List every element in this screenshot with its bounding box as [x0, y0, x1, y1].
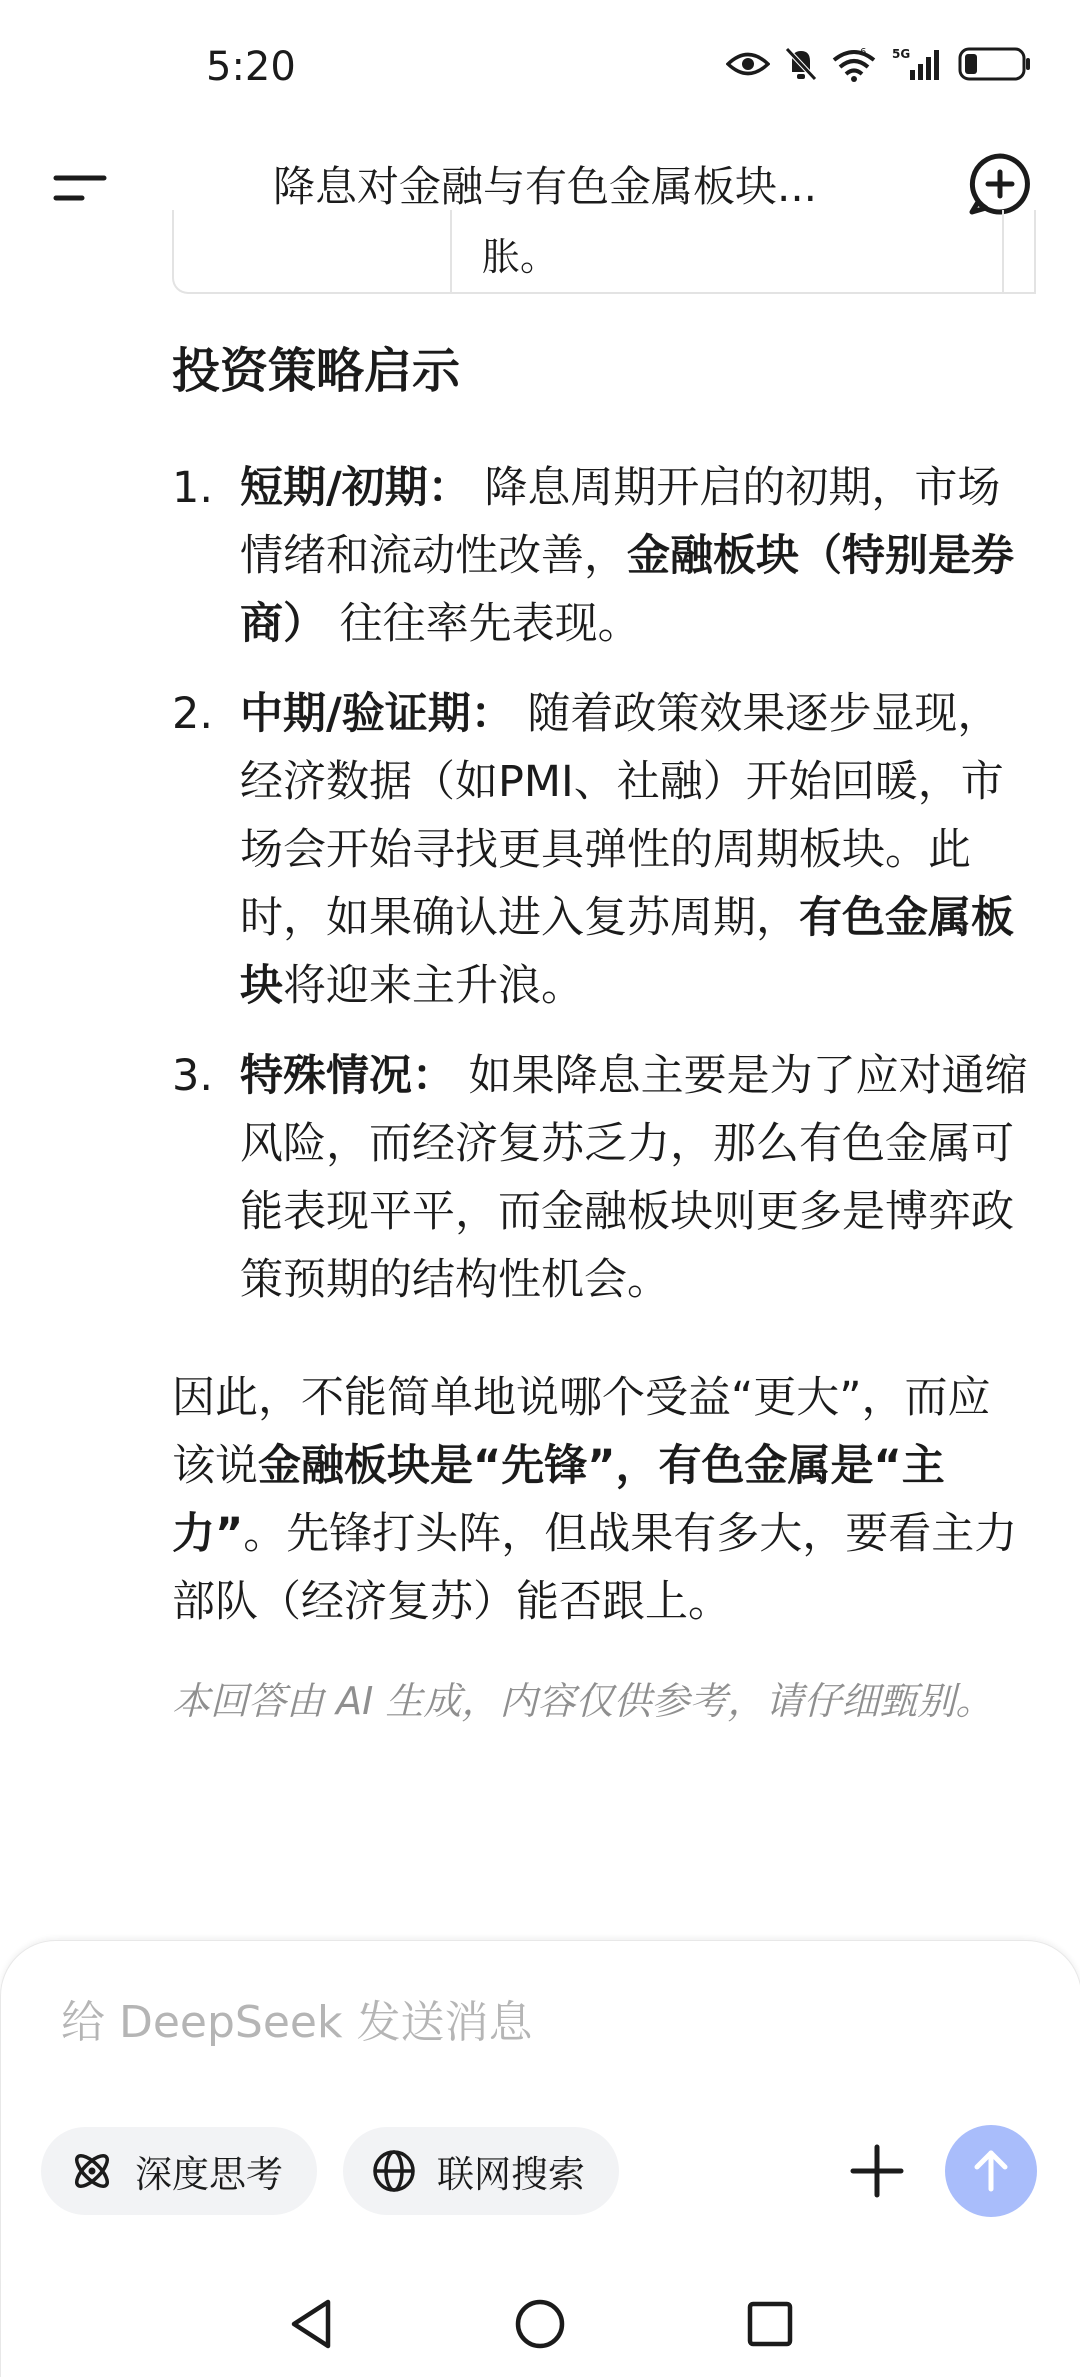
item-text: 随着政策效果逐步显现，经济数据（如PMI、社融）开始回暖，市场会开始寻找更具弹性的周期板块。此时，如果确认进入复苏周期，: [240, 689, 1004, 944]
item-text: 如果降息主要是为了应对通缩风险，而经济复苏乏力，那么有色金属可能表现平平，而金融板块则更多是博弈政策预期的结构性机会。: [240, 1051, 1028, 1306]
menu-button[interactable]: [52, 160, 108, 216]
conclusion-emphasis: 金融板块是“先锋”，有色金属是“主力”: [172, 1441, 945, 1560]
new-chat-icon: [968, 152, 1032, 216]
status-time: 5:20: [206, 44, 296, 90]
ai-disclaimer: 本回答由 AI 生成，内容仅供参考，请仔细甄别。: [172, 1679, 994, 1724]
mute-icon: [784, 46, 818, 82]
message-input[interactable]: [59, 1991, 963, 2053]
item-emphasis: 有色金属板块: [240, 893, 1014, 1012]
web-search-label: 联网搜索: [437, 2153, 585, 2196]
conclusion-text: 。先锋打头阵，但战果有多大，要看主力部队（经济复苏）能否跟上。: [172, 1509, 1018, 1628]
menu-icon: [52, 160, 108, 216]
status-icons: [726, 46, 1032, 82]
nav-back-button[interactable]: [284, 2296, 340, 2352]
svg-text:5G: 5G: [892, 47, 911, 61]
strategy-list: [172, 454, 1032, 1314]
item-label: 中期/验证期：: [240, 689, 514, 740]
conclusion-paragraph: [172, 1364, 1032, 1636]
list-item: [172, 454, 1032, 658]
comparison-table-tail: [172, 210, 1036, 294]
list-number: 1.: [172, 463, 214, 514]
answer-content: [172, 340, 1032, 1732]
wifi-icon: [832, 46, 876, 82]
nav-home-button[interactable]: [512, 2296, 568, 2352]
eye-icon: [726, 49, 770, 79]
item-label: 短期/初期：: [240, 463, 471, 514]
recents-icon: [742, 2296, 798, 2352]
new-chat-button[interactable]: [968, 152, 1032, 216]
deep-think-label: 深度思考: [135, 2153, 283, 2196]
item-text: 将迎来主升浪。: [283, 961, 584, 1012]
table-divider: [450, 210, 452, 292]
list-number: 3.: [172, 1051, 214, 1102]
table-cell: 胀。: [482, 235, 559, 279]
item-emphasis: 金融板块（特别是券商）: [240, 531, 1014, 650]
home-icon: [512, 2296, 568, 2352]
chat-title[interactable]: 降息对金融与有色金属板块...: [272, 162, 818, 211]
globe-icon: [371, 2148, 417, 2194]
item-text: 往往率先表现。: [326, 599, 641, 650]
attach-button[interactable]: [847, 2141, 907, 2201]
table-divider: [1002, 210, 1004, 292]
plus-icon: [847, 2141, 907, 2201]
send-button[interactable]: [945, 2125, 1037, 2217]
arrow-up-icon: [967, 2147, 1015, 2195]
status-bar: [0, 0, 1080, 130]
back-icon: [284, 2296, 340, 2352]
system-nav-bar: [0, 2270, 1080, 2376]
list-number: 2.: [172, 689, 214, 740]
battery-icon: [958, 46, 1032, 82]
signal-icon: [890, 46, 944, 82]
item-label: 特殊情况：: [240, 1051, 455, 1102]
conclusion-text: 因此，不能简单地说哪个受益“更大”，而应该说: [172, 1373, 991, 1492]
list-item: [172, 680, 1032, 1020]
atom-icon: [69, 2148, 115, 2194]
list-item: [172, 1042, 1032, 1314]
item-text: 降息周期开启的初期，市场情绪和流动性改善，: [240, 463, 1001, 582]
nav-recents-button[interactable]: [742, 2296, 798, 2352]
web-search-toggle[interactable]: [343, 2127, 619, 2215]
section-heading: 投资策略启示: [172, 343, 461, 399]
deep-think-toggle[interactable]: [41, 2127, 317, 2215]
svg-text:6: 6: [860, 47, 867, 58]
